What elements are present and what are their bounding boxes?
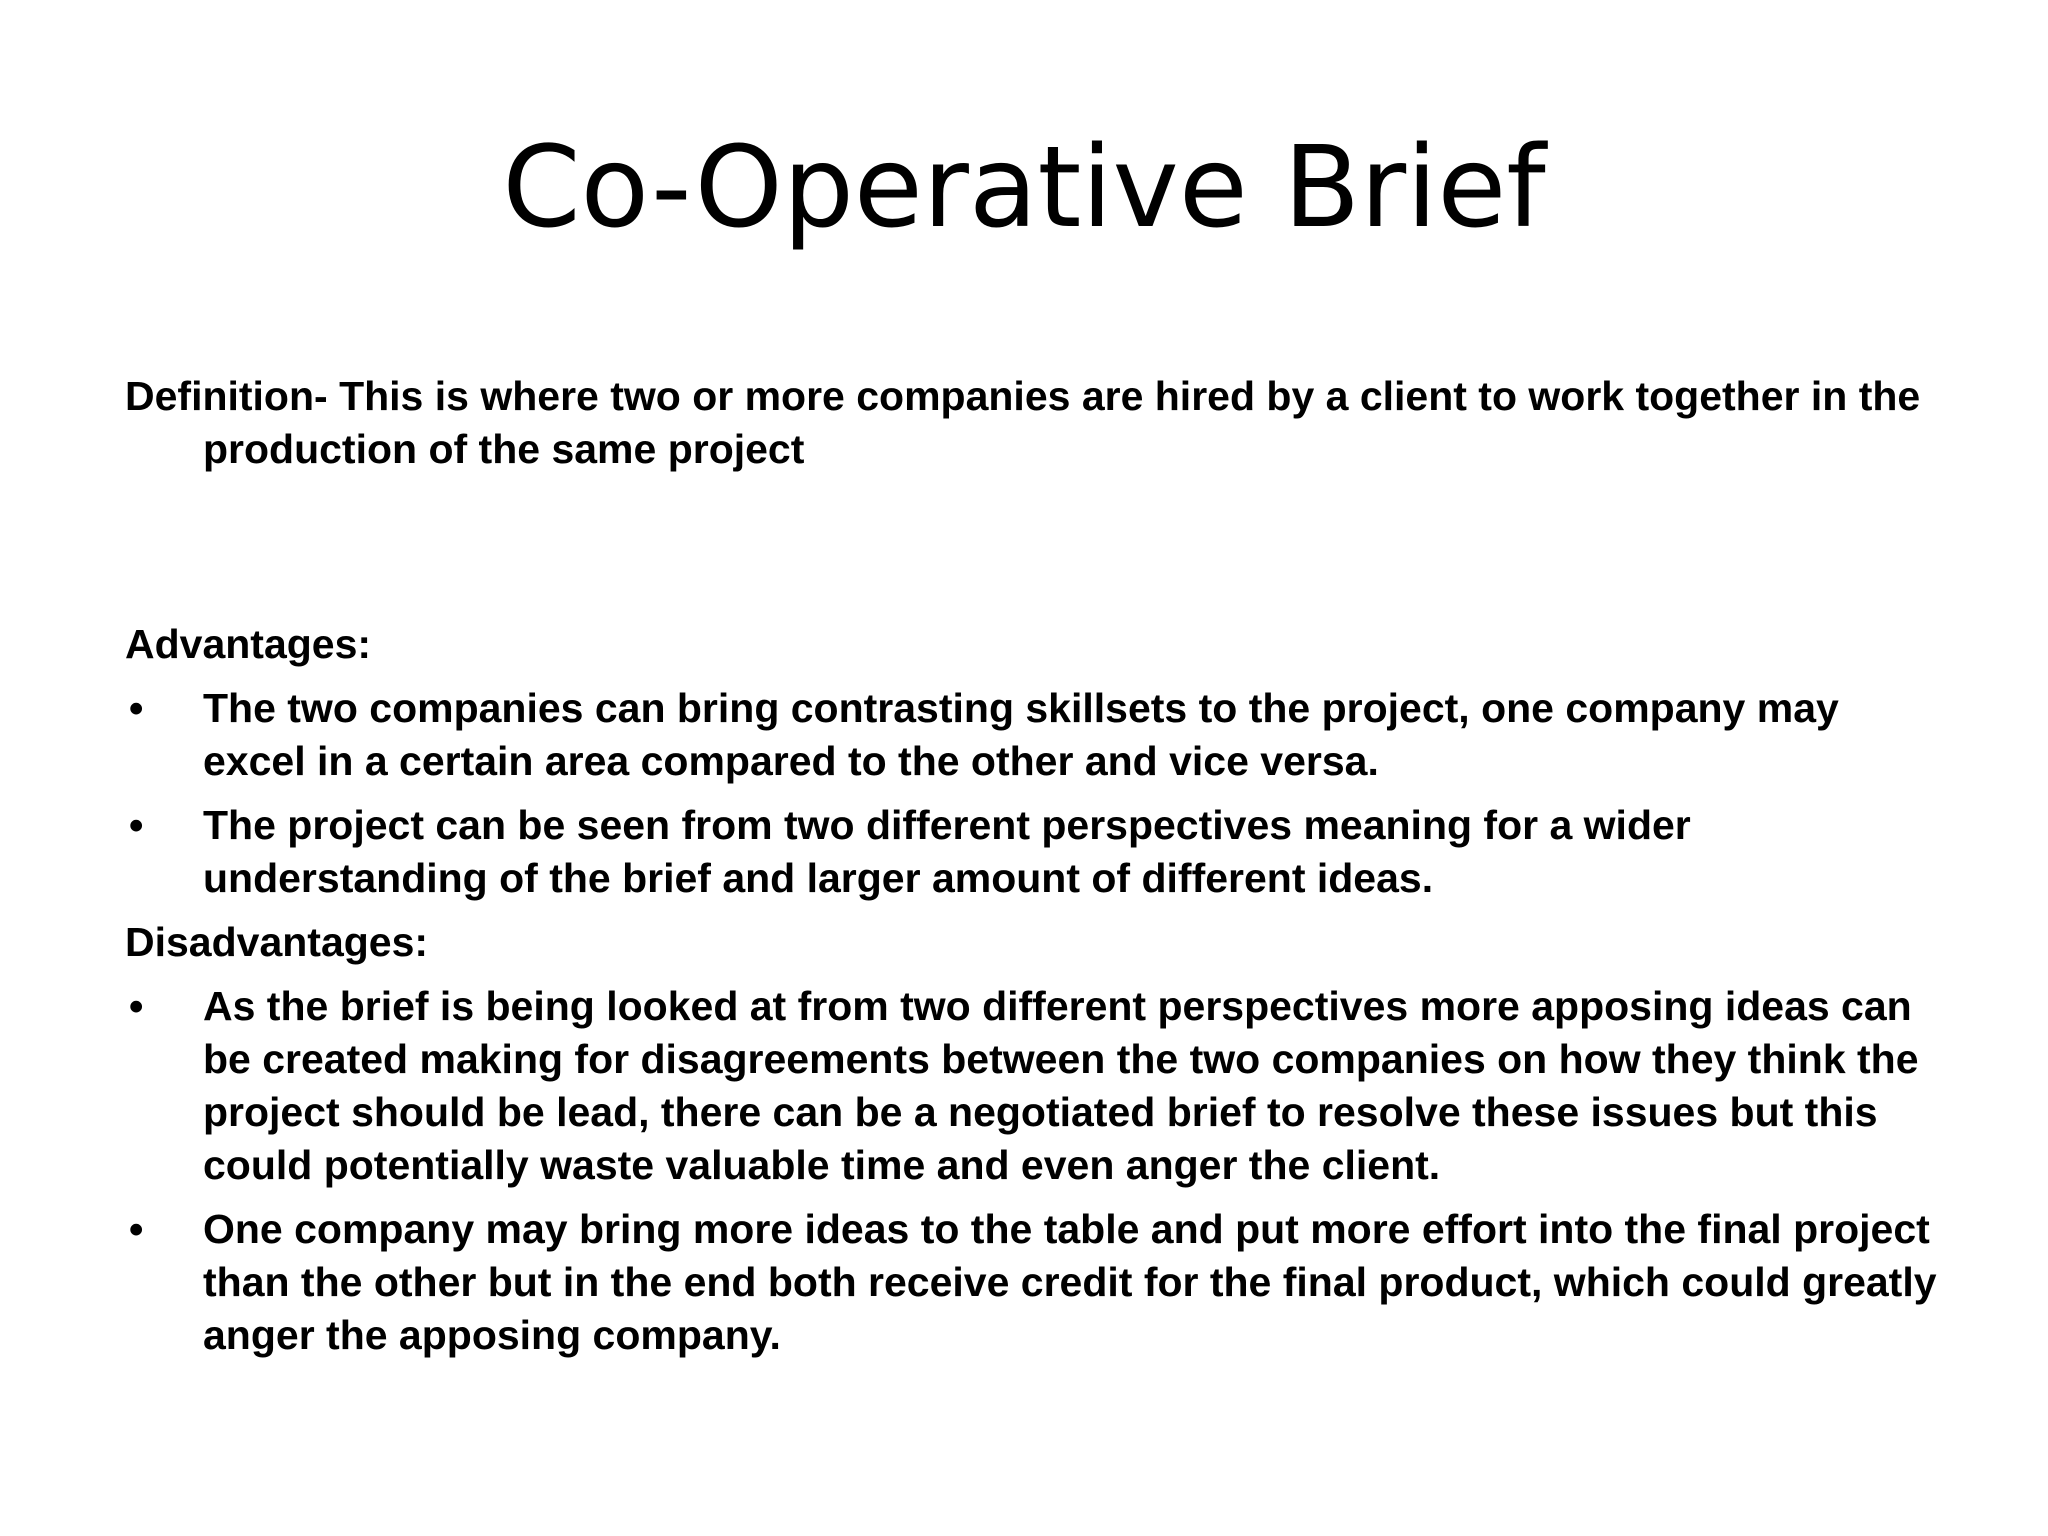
bullet-icon: • (129, 1206, 144, 1252)
advantage-text: The project can be seen from two different perspectives meaning for a wider understanding of the brief and larger amount of different ideas. (203, 802, 1691, 901)
bullet-icon: • (129, 802, 144, 848)
disadvantage-text: One company may bring more ideas to the table and put more effort into the final project than the other but in the end both receive credit for the final product, which could greatly anger the apposing company. (203, 1206, 1937, 1358)
advantages-heading: Advantages: (125, 621, 372, 667)
list-item (125, 1203, 1945, 1362)
definition-text: Definition- This is where two or more companies are hired by a client to work together in the production of the same project (125, 373, 1921, 472)
list-item (125, 980, 1945, 1192)
advantage-text: The two companies can bring contrasting skillsets to the project, one company may excel in a certain area compared to the other and vice versa. (203, 685, 1839, 784)
bullet-icon: • (129, 685, 144, 731)
disadvantages-heading: Disadvantages: (125, 919, 429, 965)
disadvantage-text: As the brief is being looked at from two different perspectives more apposing ideas can be created making for disagreements between the two companies on how they think the project should be lead, there can be a negotiated brief to resolve these issues but this could potentially waste valuable time and even anger the client. (203, 983, 1919, 1188)
disadvantages-list (125, 980, 1945, 1362)
slide-title: Co-Operative Brief (502, 123, 1546, 253)
slide-body (125, 370, 1945, 1373)
bullet-icon: • (129, 983, 144, 1029)
advantages-list (125, 682, 1945, 905)
list-item (125, 682, 1945, 788)
list-item (125, 799, 1945, 905)
spacer (125, 476, 1945, 618)
